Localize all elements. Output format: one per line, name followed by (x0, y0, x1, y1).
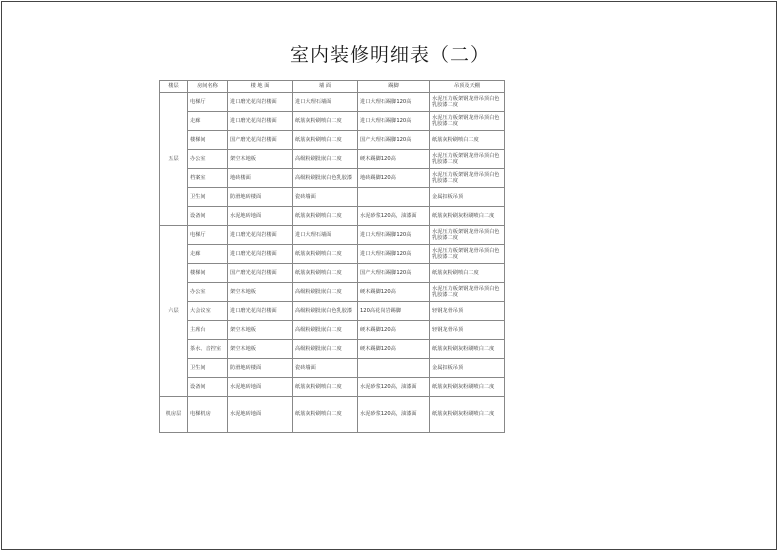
room-name-cell: 走廊 (188, 245, 228, 264)
room-name-cell: 楼梯间 (188, 264, 228, 283)
room-name-cell: 电梯厅 (188, 226, 228, 245)
room-name-cell: 卫生间 (188, 359, 228, 378)
wall-finish-cell: 纸筋灰粉刷喷白二度 (293, 112, 358, 131)
header-floor-finish: 楼 地 面 (228, 81, 293, 93)
skirting-cell: 进口大理石踢脚120高 (358, 245, 430, 264)
table-row (160, 397, 505, 433)
table-row (160, 150, 505, 169)
ceiling-cell: 纸筋灰粉刷灰粉刷喷白二度 (430, 340, 505, 359)
ceiling-cell: 水泥压力板架钢龙骨吊顶白色乳胶漆二度 (430, 226, 505, 245)
table-row (160, 321, 505, 340)
header-floor: 楼层 (160, 81, 188, 93)
table-row (160, 359, 505, 378)
ceiling-cell: 金属扣板吊顶 (430, 359, 505, 378)
skirting-cell: 国产大理石踢脚120高 (358, 264, 430, 283)
floor-label: 机房层 (160, 397, 188, 433)
wall-finish-cell: 进口大理石墙面 (293, 93, 358, 112)
room-name-cell: 办公室 (188, 150, 228, 169)
skirting-cell: 进口大理石踢脚120高 (358, 112, 430, 131)
wall-finish-cell: 瓷砖墙面 (293, 359, 358, 378)
wall-finish-cell: 进口大理石墙面 (293, 226, 358, 245)
table-row (160, 131, 505, 150)
floor-label: 六层 (160, 226, 188, 397)
floor-finish-cell: 水泥地砖地面 (228, 207, 293, 226)
header-skirting: 踢脚 (358, 81, 430, 93)
floor-label: 五层 (160, 93, 188, 226)
wall-finish-cell: 高级粉刷批嵌白二度 (293, 340, 358, 359)
floor-finish-cell: 防滑地砖楼面 (228, 359, 293, 378)
skirting-cell: 水泥砂浆120高，油漆面 (358, 378, 430, 397)
skirting-cell: 进口大理石踢脚120高 (358, 93, 430, 112)
room-name-cell: 茶水、音控室 (188, 340, 228, 359)
header-ceiling: 吊顶及天棚 (430, 81, 505, 93)
table-row (160, 169, 505, 188)
skirting-cell: 硬木踢脚120高 (358, 283, 430, 302)
wall-finish-cell: 纸筋灰粉刷喷白二度 (293, 245, 358, 264)
floor-finish-cell: 架空木地板 (228, 321, 293, 340)
room-name-cell: 卫生间 (188, 188, 228, 207)
header-wall: 墙 面 (293, 81, 358, 93)
table-row (160, 93, 505, 112)
ceiling-cell: 水泥压力板架钢龙骨吊顶白色乳胶漆二度 (430, 150, 505, 169)
floor-finish-cell: 国产磨光花岗岩楼面 (228, 131, 293, 150)
skirting-cell: 硬木踢脚120高 (358, 150, 430, 169)
ceiling-cell: 纸筋灰粉刷灰粉刷喷白二度 (430, 397, 505, 433)
ceiling-cell: 纸筋灰粉刷喷白二度 (430, 264, 505, 283)
room-name-cell: 主席台 (188, 321, 228, 340)
floor-finish-cell: 防滑地砖楼面 (228, 188, 293, 207)
floor-finish-cell: 架空木地板 (228, 150, 293, 169)
room-name-cell: 电梯厅 (188, 93, 228, 112)
wall-finish-cell: 纸筋灰粉刷喷白二度 (293, 207, 358, 226)
ceiling-cell: 纸筋灰粉刷灰粉刷喷白二度 (430, 378, 505, 397)
skirting-cell (358, 188, 430, 207)
wall-finish-cell: 纸筋灰粉刷喷白二度 (293, 397, 358, 433)
header-room-name: 房间名称 (188, 81, 228, 93)
ceiling-cell: 水泥压力板架钢龙骨吊顶白色乳胶漆二度 (430, 112, 505, 131)
ceiling-cell: 水泥压力板架钢龙骨吊顶白色乳胶漆二度 (430, 245, 505, 264)
wall-finish-cell: 纸筋灰粉刷喷白二度 (293, 131, 358, 150)
table-header-row (160, 81, 505, 93)
floor-finish-cell: 进口磨光花岗岩楼面 (228, 245, 293, 264)
skirting-cell: 120高花岗岩踢脚 (358, 302, 430, 321)
floor-finish-cell: 地砖楼面 (228, 169, 293, 188)
room-name-cell: 大会议室 (188, 302, 228, 321)
wall-finish-cell: 高级粉刷批嵌白色乳胶漆 (293, 169, 358, 188)
finish-schedule-table (159, 80, 505, 433)
ceiling-cell: 轻钢龙骨吊顶 (430, 302, 505, 321)
document-title: 室内装修明细表（二） (289, 44, 490, 66)
wall-finish-cell: 瓷砖墙面 (293, 188, 358, 207)
table-row (160, 378, 505, 397)
floor-finish-cell: 国产磨光花岗岩楼面 (228, 264, 293, 283)
skirting-cell: 水泥砂浆120高，油漆面 (358, 207, 430, 226)
skirting-cell: 地砖踢脚120高 (358, 169, 430, 188)
room-name-cell: 走廊 (188, 112, 228, 131)
table-row (160, 283, 505, 302)
table-row (160, 245, 505, 264)
table-row (160, 340, 505, 359)
wall-finish-cell: 纸筋灰粉刷喷白二度 (293, 378, 358, 397)
floor-finish-cell: 架空木地板 (228, 340, 293, 359)
room-name-cell: 办公室 (188, 283, 228, 302)
ceiling-cell: 轻钢龙骨吊顶 (430, 321, 505, 340)
skirting-cell (358, 359, 430, 378)
wall-finish-cell: 高级粉刷批嵌白二度 (293, 150, 358, 169)
floor-finish-cell: 水泥地砖地面 (228, 378, 293, 397)
skirting-cell: 硬木踢脚120高 (358, 321, 430, 340)
table-row (160, 112, 505, 131)
room-name-cell: 楼梯间 (188, 131, 228, 150)
floor-finish-cell: 进口磨光花岗岩楼面 (228, 302, 293, 321)
floor-finish-cell: 进口磨光花岗岩楼面 (228, 112, 293, 131)
ceiling-cell: 纸筋灰粉刷灰粉刷喷白二度 (430, 207, 505, 226)
skirting-cell: 国产大理石踢脚120高 (358, 131, 430, 150)
table-row (160, 264, 505, 283)
wall-finish-cell: 高级粉刷批嵌白色乳胶漆 (293, 302, 358, 321)
ceiling-cell: 水泥压力板架钢龙骨吊顶白色乳胶漆二度 (430, 283, 505, 302)
room-name-cell: 档案室 (188, 169, 228, 188)
room-name-cell: 设备间 (188, 207, 228, 226)
ceiling-cell: 金属扣板吊顶 (430, 188, 505, 207)
wall-finish-cell: 纸筋灰粉刷喷白二度 (293, 264, 358, 283)
skirting-cell: 水泥砂浆120高，油漆面 (358, 397, 430, 433)
skirting-cell: 进口大理石踢脚120高 (358, 226, 430, 245)
floor-finish-cell: 架空木地板 (228, 283, 293, 302)
floor-finish-cell: 进口磨光花岗岩楼面 (228, 93, 293, 112)
ceiling-cell: 水泥压力板架钢龙骨吊顶白色乳胶漆二度 (430, 169, 505, 188)
wall-finish-cell: 高级粉刷批嵌白二度 (293, 283, 358, 302)
skirting-cell: 硬木踢脚120高 (358, 340, 430, 359)
room-name-cell: 设备间 (188, 378, 228, 397)
table-row (160, 188, 505, 207)
table-row (160, 207, 505, 226)
table-row (160, 302, 505, 321)
wall-finish-cell: 高级粉刷批嵌白二度 (293, 321, 358, 340)
ceiling-cell: 水泥压力板架钢龙骨吊顶白色乳胶漆二度 (430, 93, 505, 112)
table-row (160, 226, 505, 245)
room-name-cell: 电梯机房 (188, 397, 228, 433)
ceiling-cell: 纸筋灰粉刷喷白二度 (430, 131, 505, 150)
floor-finish-cell: 进口磨光花岗岩楼面 (228, 226, 293, 245)
floor-finish-cell: 水泥地砖地面 (228, 397, 293, 433)
